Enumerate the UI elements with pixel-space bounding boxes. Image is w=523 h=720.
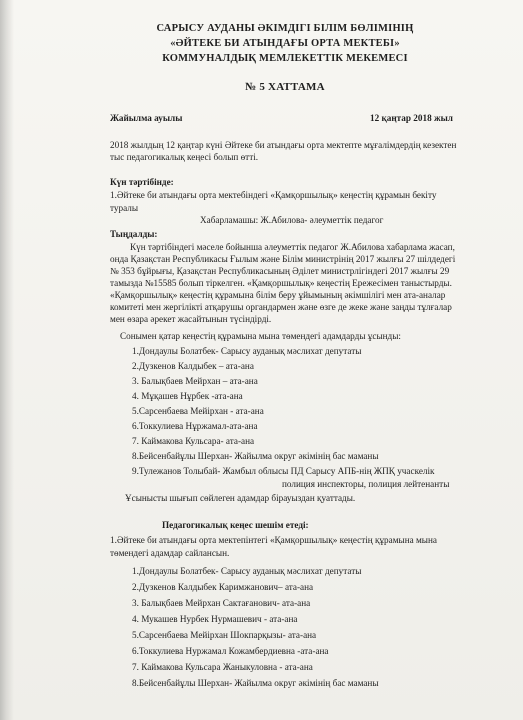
listened-line: мен өзара әрекет жасайтынын түсіндірді. [110,314,272,324]
elected-member: 5.Сарсенбаева Мейірхан Шокпарқызы- ата-ана [132,630,317,640]
intro-line: 2018 жылдың 12 қаңтар күні Әйтеке би атындағы орта мектепте мұғалімдердің кезектен [110,140,457,150]
elected-member: 4. Мукашев Нурбек Нурмашевич - ата-ана [132,614,298,624]
listened-line: «Қамқоршылық» кеңестің құрамына білім беру ұйымының әкімшілігі мен ата-аналар [110,290,446,300]
header-line-1: САРЫСУ АУДАНЫ ӘКІМДІГІ БІЛІМ БӨЛІМІНІҢ [156,23,414,34]
listened-line: комитеті мен жергілікті атқарушы органдармен және өзге де жеке және заңды тұлғалар [110,302,452,312]
elected-member: 8.Бейсенбайұлы Шерхан- Жайылма округ әкімінің бас маманы [132,678,379,688]
decision-line: төмендегі адамдар сайлансын. [110,548,230,558]
proposed-member: 3. Балықбаев Мейрхан – ата-ана [132,376,258,386]
proposal-intro: Сонымен қатар кеңестің құрамына мына төмендегі адамдарды ұсынды: [120,331,401,341]
header-line-2: «ӘЙТЕКЕ БИ АТЫНДАҒЫ ОРТА МЕКТЕБІ» [170,38,400,49]
decision-line: 1.Әйтеке би атындағы орта мектепінтегі «Қамқоршылық» кеңестің құрамына мына [110,535,437,545]
proposed-member: 4. Мұқашев Нұрбек -ата-ана [132,391,243,401]
listened-line: № 353 бұйрығы, Қазақстан Республикасының Әділет министрлігіндегі 2017 жылғы 29 [110,266,450,276]
scan-shadow-edge [0,0,14,720]
elected-member: 3. Балықбаев Мейрхан Сактағанович- ата-ана [132,598,311,608]
header-line-3: КОММУНАЛДЫҚ МЕМЛЕКЕТТІК МЕКЕМЕСІ [162,53,408,64]
proposed-member: 5.Сарсенбаева Мейірхан - ата-ана [132,406,264,416]
proposed-member: 6.Токкулиева Нұржамал-ата-ана [132,421,258,431]
intro-line: тыс педагогикалық кеңесі болып өтті. [110,152,259,162]
proposed-member: 8.Бейсенбайұлы Шерхан- Жайылма округ әкімінің бас маманы [132,451,379,461]
proposed-member: 1.Дондаулы Болатбек- Сарысу ауданық мәслихат депутаты [132,346,362,356]
listened-line: Күн тәртібіндегі мәселе бойынша әлеуметтік педагог Ж.Абилова хабарлама жасап, [130,242,455,252]
agenda-line: туралы [110,203,138,213]
agenda-line: 1.Әйтеке би атындағы орта мектебіндегі «Қамқоршылық» кеңестің құрамын бекіту [110,190,437,200]
speaker: Хабарламашы: Ж.Абилова- әлеуметтік педагог [200,215,384,225]
proposed-member: 9.Тулежанов Толыбай- Жамбыл облысы ПД Сарысу АПБ-нің ЖПҚ учаскелік [132,466,435,476]
listened-line: тамызда №15585 болып тіркелген. «Қамқоршылық» кеңестің Ережесімен таныстырды. [110,278,452,288]
elected-member: 1.Дондаулы Болатбек- Сарысу ауданық мәслихат депутаты [132,566,362,576]
proposed-member: 7. Каймакова Кульсара- ата-ана [132,436,255,446]
elected-member: 7. Каймакова Кульсара Жаныкуловна - ата-ана [132,662,313,672]
document-title: № 5 ХАТТАМА [245,81,325,93]
elected-member: 2.Дузкенов Калдыбек Каримжанович– ата-ана [132,582,314,592]
listened-heading: Тыңдалды: [110,229,158,239]
decision-heading: Педагогикалық кеңес шешім етеді: [162,520,309,530]
elected-member: 6.Токкулиева Нуржамал Кожамбердиевна -ата-ана [132,646,329,656]
place: Жайылма ауылы [110,113,183,123]
date: 12 қаңтар 2018 жыл [370,113,453,123]
proposed-member: 2.Дузкенов Калдыбек – ата-ана [132,361,254,371]
proposed-member-cont: полиция инспекторы, полиция лейтенанты [282,479,450,489]
accepted-note: Ұсынысты шығып сөйлеген адамдар бірауыздан қуаттады. [125,493,356,503]
agenda-heading: Күн тәртібінде: [110,177,174,187]
listened-line: онда Қазақстан Республикасы Ғылым және Білім министрінің 2017 жылғы 27 шілдедегі [110,254,456,264]
